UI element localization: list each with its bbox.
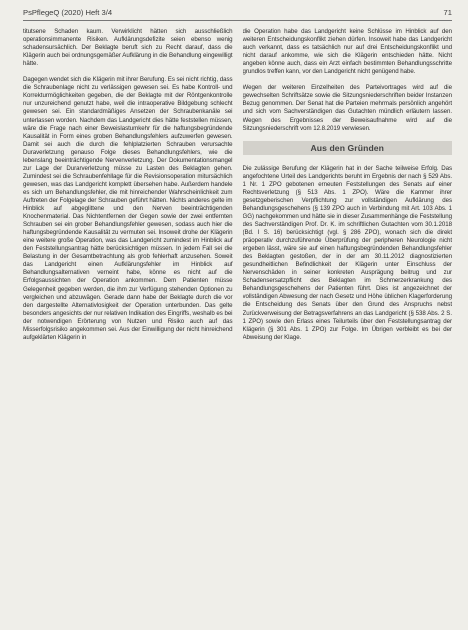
paragraph: Die zulässige Berufung der Klägerin hat in der Sache teilweise Erfolg. Das angefochtene Urteil des Landgerichts beruht im Ergebnis der nach § 529 Abs. 1 Nr. 1 ZPO gebotenen erneuten Feststellungen des Senats auf einer Rechtsverletzung (§ 513 Abs. 1 ZPO). Wäre die Kammer ihrer gesetzgeberischen Verpflichtung zur vollständigen Aufklärung des Behandlungsgeschehens (§ 139 ZPO auch in Verbindung mit Art. 103 Abs. 1 GG) nachgekommen und hätte sie in dieser Zusammenhänge die Feststellung des Sachverständigen Prof. Dr. K. im schriftlichen Gutachten vom 30.1.2018 (Bd. I S. 16) berücksichtigt (vgl. § 286 ZPO), wonach sich die direkt präoperativ durchzuführende Überprüfung der peripheren Neurologie nicht ergeben lässt, wäre sie auf einen haftungsbegründenden Behandlungsfehler des Beklagten gestoßen, der in der am 30.11.2012 diagnostizierten gesundheitlichen Befindlichkeit der Klägerin unter Einschluss der Nervenschäden in seiner konkreten Ausprägung beitrug und zur Schadensersatzpflicht des Beklagten im Schmerzerkrankung des Behandlungsgeschehens der Patienten führt. Dies ist angezeichnet der vollständigen Abwesung der nach Gesetz und Höhe üblichen Klagerforderung die Entscheidung des Senats über den Grund des Anspruchs nebst Zurückverweisung der Betragsverfahrens an das Landgericht (§ 538 Abs. 2 S. 1 ZPO) sowie den Erlass eines Teilurteils über den Feststellungsantrag der Klägerin (§ 301 Abs. 1 ZPO) zur Folge. Im Übrigen verbleibt es bei der Abweisung der Klage. [242,164,452,341]
page-header [23,0,452,24]
journal-reference: PsPflegeQ (2020) Heft 3/4 [23,7,113,17]
paragraph: die Operation habe das Landgericht keine Schlüsse im Hinblick auf den weiteren Entscheidungskonflikt ziehen dürfen. Insoweit habe das Landgericht auch verkannt, dass es tatsächlich nur auf drei Entscheidungskonflikt und nicht darauf ankomme, wie sich die Klägerin entschieden hätte. Nicht angeben könne auch, dass ein Arzt einfach bestimmten Behandlungsschritte grundlos treffen kann, vor den Landgericht nicht genügend habe. [242,28,452,76]
page-number: 71 [443,7,452,17]
section-heading: Aus den Gründen [243,141,453,155]
paragraph: Dagegen wendet sich die Klägerin mit ihrer Berufung. Es sei nicht richtig, dass die Schraubenlage nicht zu verlässigen gewesen sei. Es habe Kontroll- und Korrekturmöglichkeiten gegeben, die der Beklagte mit der Röntgenkontrolle nur unzureichend genutzt habe, weil die intraoperative Bildgebung schlecht gewesen sei. Ein standardmäßiges Ansetzen der Schraubenkanäle sei unterlassen worden. Nachdem das Landgericht dies hätte feststellen müssen, wäre die Frage nach einer Beweislastumkehr für die haftungsbegründende Kausalität in Form eines groben Behandlungsfehlers aufzuwerfen gewesen. Damit sei auch die durch die fehlplatzierten Schrauben verursachte Duraverletzung genauso Folge dieses Behandlungsfehlers, wie die lebenslang beeinträchtigende Nervenverletzung. Der Dokumentationsmangel zur Lage der Durarverletzung müsse zu Lasten des Beklagten gehen. Zumindest sei die Schraubenfehllage für die Revisionsoperation mitursächlich gewesen, was das Landgericht komplett übersehen habe. Außerdem handele es sich um Behandlungsfehler, die mit hinreichender Wahrscheinlichkeit zum Auftreten der Folgelage der Schrauben geführt hätten. Nichts anderes gelte im Hinblick auf abgeglittene und den Nerven beeinträchtigenden Knochenmaterial. Das Nichtentfernen der Gegen sowie der zwei entfernten Schrauben sei ein grober Behandlungsfehler gewesen, sodass auch hier die haftungsbegründende Kausalität zu vermuten sei. Insoweit drohe der Klägerin eine weitere große Operation, was das Landgericht zumindest im Hinblick auf den Feststellungsantrag hätte berücksichtigen müssen. In jedem Fall sei die Belastung in der Gesamtbetrachtung als grob fehlerhaft anzusehen. Soweit das Landgericht einen Aufklärungsfehler im Hinblick auf Behandlungsalternativen verneint habe, könne es nicht auf die Erfolgsaussichten der Operation ankommen. Dem Patienten müsse Gelegenheit gegeben werden, die ihm zur Verfügung stehenden Optionen zu vergleichen und abzuwägen. Gerade dann habe der Beklagte durch die vor den dargestellte Alternativlosigkeit der Operation unterbunden. Das gelte besonders angesichts der nur relativen Indikation des Eingriffs, weshalb es bei der notwendigen Erörterung von Nutzen und Risiko auch auf das Misserfolgsrisiko angekommen sei. Aus der Einwilligung der nicht hinreichend aufgeklärten Klägerin in [23,76,233,341]
paragraph: Wegen der weiteren Einzelheiten des Parteivortrages wird auf die gewechselten Schriftsätze sowie die Sitzungsniederschriften beider Instanzen Bezug genommen. Der Senat hat die Parteien mehrmals persönlich angehört und sich vom Sachverständigen das Gutachten mündlich erläutern lassen. Wegen des Ergebnisses der Beweisaufnahme wird auf die Sitzungsniederschrift vom 12.8.2019 verwiesen. [242,84,452,132]
header-rule [23,20,452,21]
text-columns [23,28,452,622]
right-column [243,28,453,622]
left-column [23,28,233,622]
paragraph: titutsene Schaden kaum. Verwirklicht hätten sich ausschließlich operationsimmanente Risiken. Aufklärungsdefizite seien ebenso wenig schadensursächlich. Der Beklagte beruft sich zu Recht darauf, dass die Klägerin auch bei ordnungsgemäßer Aufklärung in die Behandlung eingewilligt hätte. [23,28,233,68]
